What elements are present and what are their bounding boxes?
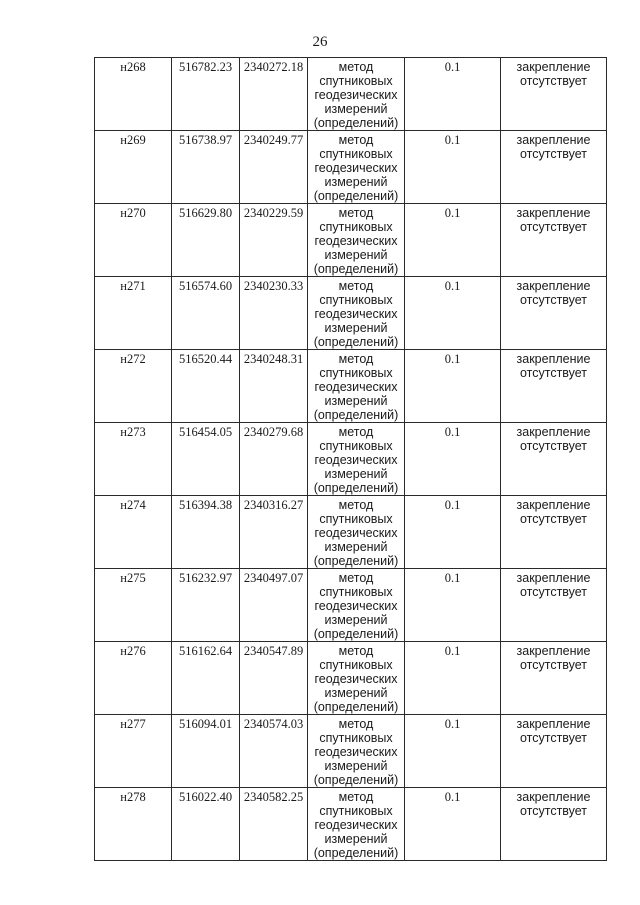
fixing-cell — [501, 58, 607, 131]
fixing-cell — [501, 569, 607, 642]
page-number: 26 — [312, 34, 328, 50]
method-cell — [308, 569, 405, 642]
accuracy-cell: 0.1 — [405, 788, 501, 861]
point-id-cell: н271 — [95, 277, 172, 350]
accuracy-cell: 0.1 — [405, 350, 501, 423]
table-row — [95, 788, 607, 861]
method-text: метод спутниковых геодезических измерений (определений) — [313, 279, 399, 349]
method-text: метод спутниковых геодезических измерений (определений) — [313, 571, 399, 641]
fixing-cell — [501, 715, 607, 788]
fixing-text: закрепление отсутствует — [516, 206, 591, 234]
fixing-text: закрепление отсутствует — [516, 352, 591, 380]
table-row — [95, 569, 607, 642]
method-text: метод спутниковых геодезических измерений (определений) — [313, 790, 399, 860]
method-text: метод спутниковых геодезических измерений (определений) — [313, 133, 399, 203]
coordinates-table — [94, 57, 607, 861]
fixing-text: закрепление отсутствует — [516, 644, 591, 672]
fixing-text: закрепление отсутствует — [516, 717, 591, 745]
fixing-text: закрепление отсутствует — [516, 571, 591, 599]
point-id-cell: н272 — [95, 350, 172, 423]
fixing-text: закрепление отсутствует — [516, 60, 591, 88]
fixing-cell — [501, 204, 607, 277]
fixing-text: закрепление отсутствует — [516, 790, 591, 818]
x-coordinate-cell: 516454.05 — [172, 423, 240, 496]
x-coordinate-cell: 516782.23 — [172, 58, 240, 131]
table-row — [95, 58, 607, 131]
x-coordinate-cell: 516232.97 — [172, 569, 240, 642]
point-id-cell: н278 — [95, 788, 172, 861]
fixing-cell — [501, 277, 607, 350]
fixing-cell — [501, 642, 607, 715]
y-coordinate-cell: 2340249.77 — [240, 131, 308, 204]
fixing-cell — [501, 350, 607, 423]
accuracy-cell: 0.1 — [405, 277, 501, 350]
y-coordinate-cell: 2340272.18 — [240, 58, 308, 131]
x-coordinate-cell: 516738.97 — [172, 131, 240, 204]
method-text: метод спутниковых геодезических измерений (определений) — [313, 498, 399, 568]
point-id-cell: н269 — [95, 131, 172, 204]
x-coordinate-cell: 516022.40 — [172, 788, 240, 861]
fixing-text: закрепление отсутствует — [516, 498, 591, 526]
x-coordinate-cell: 516629.80 — [172, 204, 240, 277]
fixing-cell — [501, 423, 607, 496]
accuracy-cell: 0.1 — [405, 204, 501, 277]
fixing-cell — [501, 496, 607, 569]
x-coordinate-cell: 516394.38 — [172, 496, 240, 569]
table-row — [95, 277, 607, 350]
fixing-text: закрепление отсутствует — [516, 425, 591, 453]
method-cell — [308, 204, 405, 277]
table-row — [95, 642, 607, 715]
y-coordinate-cell: 2340582.25 — [240, 788, 308, 861]
fixing-cell — [501, 131, 607, 204]
y-coordinate-cell: 2340547.89 — [240, 642, 308, 715]
accuracy-cell: 0.1 — [405, 423, 501, 496]
method-text: метод спутниковых геодезических измерений (определений) — [313, 352, 399, 422]
accuracy-cell: 0.1 — [405, 642, 501, 715]
method-text: метод спутниковых геодезических измерений (определений) — [313, 425, 399, 495]
table-row — [95, 496, 607, 569]
method-cell — [308, 642, 405, 715]
table-body — [95, 58, 607, 861]
x-coordinate-cell: 516094.01 — [172, 715, 240, 788]
method-text: метод спутниковых геодезических измерений (определений) — [313, 206, 399, 276]
accuracy-cell: 0.1 — [405, 496, 501, 569]
point-id-cell: н277 — [95, 715, 172, 788]
fixing-text: закрепление отсутствует — [516, 133, 591, 161]
point-id-cell: н276 — [95, 642, 172, 715]
y-coordinate-cell: 2340230.33 — [240, 277, 308, 350]
table-row — [95, 350, 607, 423]
method-text: метод спутниковых геодезических измерений (определений) — [313, 644, 399, 714]
point-id-cell: н270 — [95, 204, 172, 277]
y-coordinate-cell: 2340248.31 — [240, 350, 308, 423]
x-coordinate-cell: 516162.64 — [172, 642, 240, 715]
y-coordinate-cell: 2340316.27 — [240, 496, 308, 569]
accuracy-cell: 0.1 — [405, 715, 501, 788]
accuracy-cell: 0.1 — [405, 569, 501, 642]
fixing-cell — [501, 788, 607, 861]
y-coordinate-cell: 2340497.07 — [240, 569, 308, 642]
method-cell — [308, 715, 405, 788]
method-text: метод спутниковых геодезических измерений (определений) — [313, 60, 399, 130]
table-row — [95, 131, 607, 204]
point-id-cell: н273 — [95, 423, 172, 496]
point-id-cell: н274 — [95, 496, 172, 569]
method-cell — [308, 788, 405, 861]
method-cell — [308, 496, 405, 569]
method-cell — [308, 131, 405, 204]
accuracy-cell: 0.1 — [405, 58, 501, 131]
method-cell — [308, 350, 405, 423]
table-row — [95, 423, 607, 496]
table-row — [95, 204, 607, 277]
point-id-cell: н275 — [95, 569, 172, 642]
method-cell — [308, 58, 405, 131]
table-row — [95, 715, 607, 788]
method-cell — [308, 423, 405, 496]
x-coordinate-cell: 516520.44 — [172, 350, 240, 423]
x-coordinate-cell: 516574.60 — [172, 277, 240, 350]
method-text: метод спутниковых геодезических измерений (определений) — [313, 717, 399, 787]
fixing-text: закрепление отсутствует — [516, 279, 591, 307]
method-cell — [308, 277, 405, 350]
y-coordinate-cell: 2340574.03 — [240, 715, 308, 788]
point-id-cell: н268 — [95, 58, 172, 131]
y-coordinate-cell: 2340229.59 — [240, 204, 308, 277]
y-coordinate-cell: 2340279.68 — [240, 423, 308, 496]
accuracy-cell: 0.1 — [405, 131, 501, 204]
